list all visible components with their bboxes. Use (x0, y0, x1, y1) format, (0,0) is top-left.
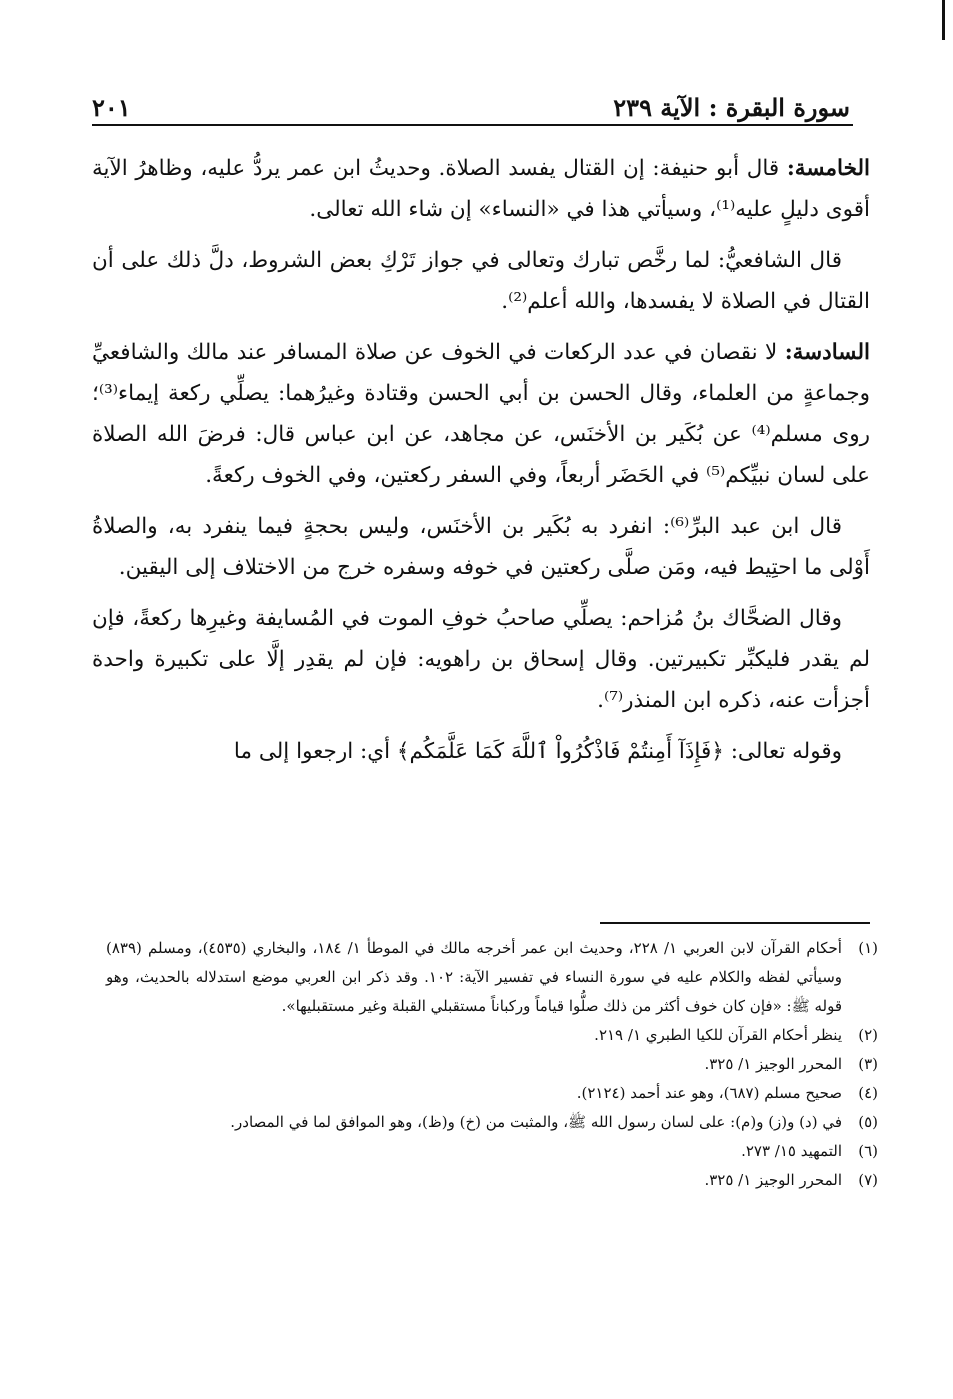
paragraph-text: لا نقصان في عدد الركعات في الخوف عن صلاة المسافر عند مالك والشافعيِّ وجماعةٍ من العلماء، وقال الحسن بن أبي الحسن وقتادة وغيرُهما: يصلِّي ركعة إيماء⁽³⁾؛ روى مسلم⁽⁴⁾ عن بُكَير بن الأخنَس، عن مجاهد، عن ابن عباس قال: فرضَ الله الصلاة على لسان نبيِّكم⁽⁵⁾ في الحَضَر أربعاً، وفي السفر ركعتين، وفي الخوف ركعةً. (92, 340, 870, 488)
paragraph-text: قال الشافعيُّ: لما رخَّص تبارك وتعالى في جواز تَرْكِ بعض الشروط، دلَّ ذلك على أن القتال في الصلاة لا يفسدها، والله أعلم⁽²⁾. (92, 248, 870, 314)
paragraph (92, 240, 870, 322)
paragraph (92, 731, 870, 772)
footnote-text: أحكام القرآن لابن العربي ١/ ٢٢٨، وحديث ابن عمر أخرجه مالك في الموطأ ١/ ١٨٤، والبخاري (٤٥٣٥)، ومسلم (٨٣٩) وسيأتي لفظه والكلام عليه في سورة النساء في تفسير الآية: ١٠٢. وقد ذكر ابن العربي موضع استدلاله بالحديث، وهو قوله ﷺ: «فإن كان خوف أكثر من ذلك صلُّوا قياماً وركباناً مستقبلي القبلة وغير مستقبليها». (106, 939, 843, 1015)
header-divider (92, 124, 853, 126)
footnote (106, 1079, 878, 1108)
footnote-number: (٢) (858, 1026, 878, 1044)
footnote-text: في (د) و(ز) و(م): على لسان رسول الله ﷺ، والمثبت من (خ) و(ظ)، وهو الموافق لما في المصادر. (230, 1113, 842, 1131)
paragraph-text: وقوله تعالى: ﴿فَإِذَآ أَمِنتُمْ فَاذْكُرُواْ ٱللَّهَ كَمَا عَلَّمَكُم﴾ أي: ارجعوا إلى ما (233, 739, 842, 764)
footnote-text: ينظر أحكام القرآن للكيا الطبري ١/ ٢١٩. (594, 1026, 842, 1044)
paragraph-text: قال ابن عبد البرِّ⁽⁶⁾: انفرد به بُكَير بن الأخنَس، وليس بحجةٍ فيما ينفرد به، والصلاةُ أَوْلى ما احتِيط فيه، ومَن صلَّى ركعتين في خوفه وسفره خرج من الاختلاف إلى اليقين. (92, 514, 870, 580)
running-header (92, 78, 850, 122)
footnote-text: صحيح مسلم (٦٨٧)، وهو عند أحمد (٢١٢٤). (576, 1084, 842, 1102)
footnote (106, 1166, 878, 1195)
footnote-number: (٣) (858, 1055, 878, 1073)
page-edge-mark (942, 0, 945, 40)
footnotes (106, 934, 878, 1195)
paragraph-sixth (92, 332, 870, 496)
paragraph-text: قال أبو حنيفة: إن القتال يفسد الصلاة. وحديثُ ابن عمر يردُّ عليه، وظاهرُ الآية أقوى دليلٍ عليه⁽¹⁾، وسيأتي هذا في «النساء» إن شاء الله تعالى. (92, 156, 870, 222)
footnote (106, 1108, 878, 1137)
header-title: سورة البقرة : الآية ٢٣٩ (613, 93, 850, 122)
paragraph-lead: السادسة: (784, 340, 870, 365)
footnote-number: (٤) (858, 1084, 878, 1102)
footnote-number: (٦) (858, 1142, 878, 1160)
footnote-divider (600, 922, 870, 924)
page-number: ٢٠١ (92, 93, 131, 122)
footnote (106, 1021, 878, 1050)
footnote-number: (١) (858, 939, 878, 957)
footnote (106, 1137, 878, 1166)
paragraph (92, 506, 870, 588)
main-text (92, 148, 870, 782)
footnote-number: (٥) (858, 1113, 878, 1131)
paragraph-lead: الخامسة: (786, 156, 870, 181)
footnote (106, 1050, 878, 1079)
paragraph-fifth (92, 148, 870, 230)
footnote-text: المحرر الوجيز ١/ ٣٢٥. (704, 1055, 842, 1073)
footnote (106, 934, 878, 1021)
paragraph (92, 598, 870, 721)
footnote-number: (٧) (858, 1171, 878, 1189)
footnote-text: التمهيد ١٥/ ٢٧٣. (741, 1142, 842, 1160)
footnote-text: المحرر الوجيز ١/ ٣٢٥. (704, 1171, 842, 1189)
paragraph-text: وقال الضحَّاك بنُ مُزاحم: يصلِّي صاحبُ خوفِ الموت في المُسايفة وغيرِها ركعةً، فإن لم يقدر فليكبِّر تكبيرتين. وقال إسحاق بن راهويه: فإن لم يقدِر إلَّا على تكبيرة واحدة أجزأت عنه، ذكره ابن المنذر⁽⁷⁾. (92, 606, 870, 713)
